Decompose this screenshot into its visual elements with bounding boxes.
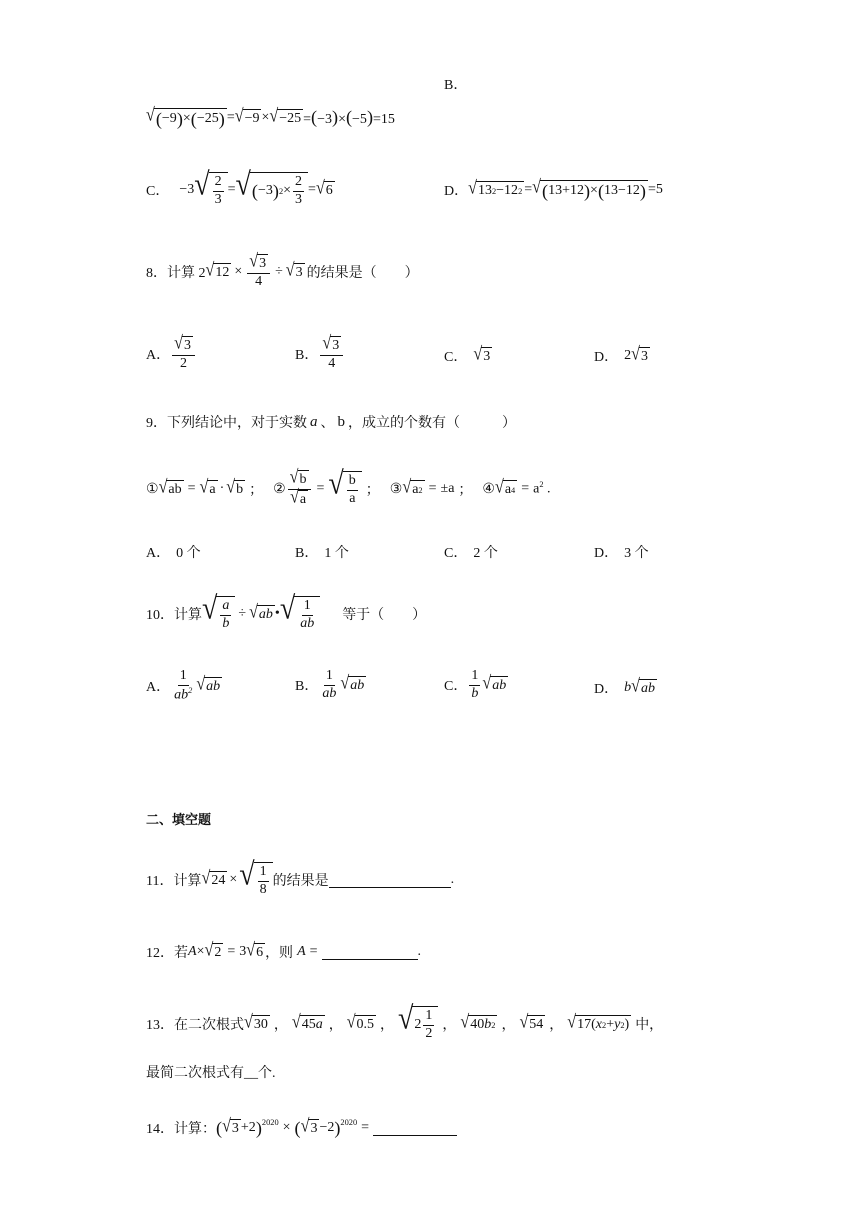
q8-option-a[interactable]: A． √ 3 2	[146, 336, 197, 373]
question-13-line-2: 最简二次根式有__个.	[146, 1066, 276, 1081]
answer-blank-14[interactable]	[373, 1121, 457, 1136]
q9-option-a[interactable]: A． 0 个	[146, 546, 201, 561]
q10-option-c[interactable]: C． $\frac{1}{b}$ √ ab	[444, 668, 507, 701]
question-12: 12．若 A × √ 2 = 3 √ 6 ，则 A = .	[146, 940, 422, 961]
question-11: 11．计算 √ 24 × √ $\frac{1}{8}$ 的结果是 .	[146, 856, 455, 897]
q8-option-d[interactable]: D． 2 √ 3	[594, 344, 648, 365]
section-title-fill-in: 二、填空题	[146, 812, 212, 827]
q8-option-c[interactable]: C． √ 3	[444, 344, 491, 365]
q8-option-b[interactable]: B． √ 3 4	[295, 336, 345, 373]
q7-option-b-expression: √ ( −9 ) × ( −25 ) = √ −9 × √ −25 =(−3)×(−5)=15	[146, 105, 395, 129]
question-9-statements: ① √ ab = √ a · √ b ； ② √ b √ a = √ $\frac{b}{a}$ ； ③ √ a 2 = ±a ； ④ √ a 4 = $a^2$ .	[146, 465, 551, 507]
question-14: 14．计算： ( √ 3 +2 ) $^{2020}$ × ( √ 3 −2 ) $^{2020}$ =	[146, 1118, 457, 1138]
q7-option-d: D． √ 13 2 −12 2 = √ ( 13+12 ) × ( 13−12 ) =5	[444, 177, 663, 201]
q7-option-c: C． −3 √ $\frac{2}{3}$ = √ ( −3 ) 2 × $\frac{2}{3}$ = √ 6	[146, 166, 333, 207]
q10-option-d[interactable]: D． b √ ab	[594, 676, 655, 697]
answer-blank-12[interactable]	[322, 945, 418, 960]
q9-option-b[interactable]: B． 1 个	[295, 546, 349, 561]
question-9-stem: 9．下列结论中，对于实数 a 、 b ，成立的个数有（ ）	[146, 413, 516, 431]
question-10-stem: 10．计算 √ $\frac{a}{b}$ ÷ √ ab • √ $\frac{1}{ab}$ 等于（ ）	[146, 590, 427, 631]
question-13: 13．在二次根式 √ 30 ， √ 45 a ， √ 0.5 ， √ 2 $\frac{1}{2}$ ， √ 40 b 2 ， √ 54 ， √ 17( x 2 + y 2 ) 中，	[146, 1000, 664, 1041]
option-label: C．	[146, 184, 170, 200]
q9-option-c[interactable]: C． 2 个	[444, 546, 498, 561]
q7-option-b-label: B．	[444, 78, 468, 93]
q10-option-a[interactable]: A． $\frac{1}{ab^2}$ √ ab	[146, 668, 221, 703]
answer-blank-11[interactable]	[329, 873, 451, 888]
q9-option-d[interactable]: D． 3 个	[594, 546, 649, 561]
question-8-stem: 8．计算 2 √ 12 × √ 3 4 ÷ √ 3 的结果是（ ）	[146, 251, 419, 289]
q10-option-b[interactable]: B． $\frac{1}{ab}$ √ ab	[295, 668, 365, 701]
